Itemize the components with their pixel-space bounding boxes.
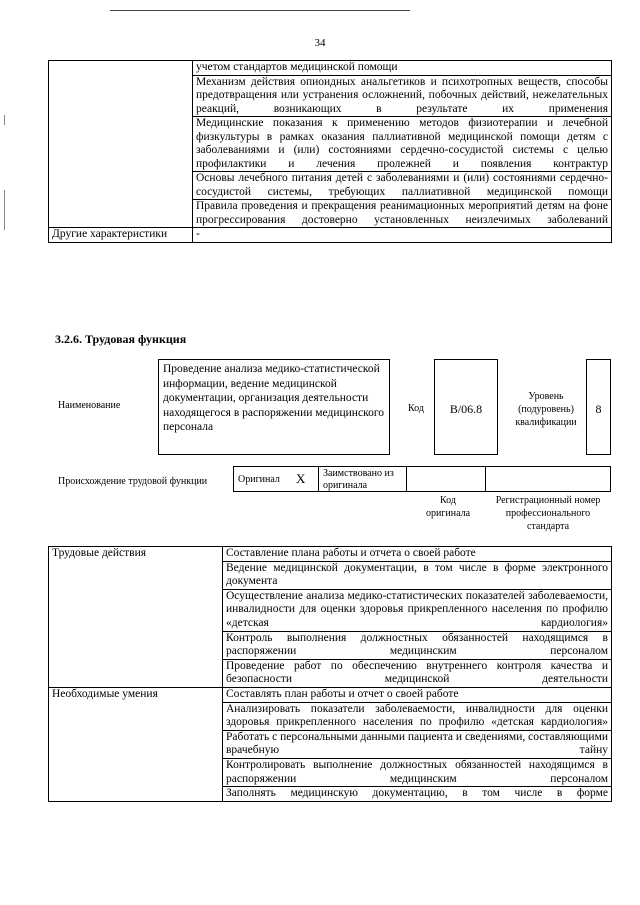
borrowed-label: Заимствовано из оригинала — [323, 468, 394, 491]
function-name-box: Проведение анализа медико-статистической информации, ведение медицинской документации, организация деятельности находящегося в распоряжении медицинского персонала — [158, 359, 390, 455]
table-row — [49, 687, 612, 702]
table-cell-label: Другие характеристики — [49, 228, 193, 243]
knowledge-table — [48, 60, 612, 243]
table-cell-text: Контроль выполнения должностных обязанностей находящимся в распоряжении медицинским персоналом — [223, 631, 612, 659]
origin-row — [233, 466, 611, 492]
table-cell-text: Механизм действия опиоидных анальгетиков и психотропных веществ, способы предотвращения или устранения осложнений, побочных действий, нежелательных реакций, возникающих в результате их применения — [193, 75, 612, 117]
code-caption: Код оригинала — [425, 495, 471, 519]
function-code-box: В/06.8 — [434, 359, 498, 455]
table-row — [49, 228, 612, 243]
function-table — [48, 546, 612, 802]
table-cell-text: Составление плана работы и отчета о своей работе — [223, 547, 612, 562]
origin-divider — [318, 467, 319, 491]
table-cell-text: Ведение медицинской документации, в том числе в форме электронного документа — [223, 561, 612, 589]
margin-mark — [4, 115, 5, 125]
table-cell-text: Правила проведения и прекращения реанимационных мероприятий детям на фоне прогрессирования достоверно установленных неизлечимых заболеваний — [193, 200, 612, 228]
margin-mark — [4, 190, 5, 230]
origin-label: Происхождение трудовой функции — [58, 476, 208, 487]
reg-number-caption: Регистрационный номер профессионального стандарта — [495, 495, 601, 532]
table-cell-text: - — [193, 228, 612, 243]
page-number: 34 — [314, 37, 326, 49]
top-rule — [110, 10, 410, 11]
level-box: 8 — [586, 359, 611, 455]
table-cell-text: Осуществление анализа медико-статистических показателей заболеваемости, инвалидности для оценки здоровья прикрепленного населения по профилю «детская кардиология» — [223, 589, 612, 631]
table-cell-text: Медицинские показания к применению методов физиотерапии и лечебной физкультуры в рамках оказания паллиативной медицинской помощи детям с заболеваниями и (или) состояниями сердечно-сосудистой системы с целью профилактики и лечения пролежней и появления контрактур — [193, 117, 612, 172]
section-title: 3.2.6. Трудовая функция — [55, 332, 187, 346]
table-cell-text: Составлять план работы и отчет о своей работе — [223, 687, 612, 702]
table-cell-text: Основы лечебного питания детей с заболеваниями и (или) состояниями сердечно-сосудистой системы, требующих паллиативной медицинской помощи — [193, 172, 612, 200]
table-cell-text: Проведение работ по обеспечению внутреннего контроля качества и безопасности медицинской деятельности — [223, 659, 612, 687]
table-cell-text: учетом стандартов медицинской помощи — [193, 61, 612, 76]
level-label: Уровень (подуровень) квалификации — [515, 391, 577, 428]
table-cell-label: Трудовые действия — [49, 547, 223, 688]
origin-divider — [485, 467, 486, 491]
table-cell-text: Контролировать выполнение должностных обязанностей находящимся в распоряжении медицинским персоналом — [223, 758, 612, 786]
table-row — [49, 61, 612, 76]
table-cell-label: Необходимые умения — [49, 687, 223, 801]
table-cell-text: Анализировать показатели заболеваемости, инвалидности для оценки здоровья прикрепленного населения по профилю «детская кардиология» — [223, 702, 612, 730]
table-cell-text: Работать с персональными данными пациента и сведениями, составляющими врачебную тайну — [223, 730, 612, 758]
original-mark: X — [296, 471, 306, 486]
table-cell-label — [49, 61, 193, 228]
name-label: Наименование — [58, 400, 121, 411]
code-label: Код — [408, 403, 424, 414]
original-label: Оригинал — [238, 474, 280, 485]
table-cell-text: Заполнять медицинскую документацию, в том числе в форме — [223, 787, 612, 802]
table-row — [49, 547, 612, 562]
